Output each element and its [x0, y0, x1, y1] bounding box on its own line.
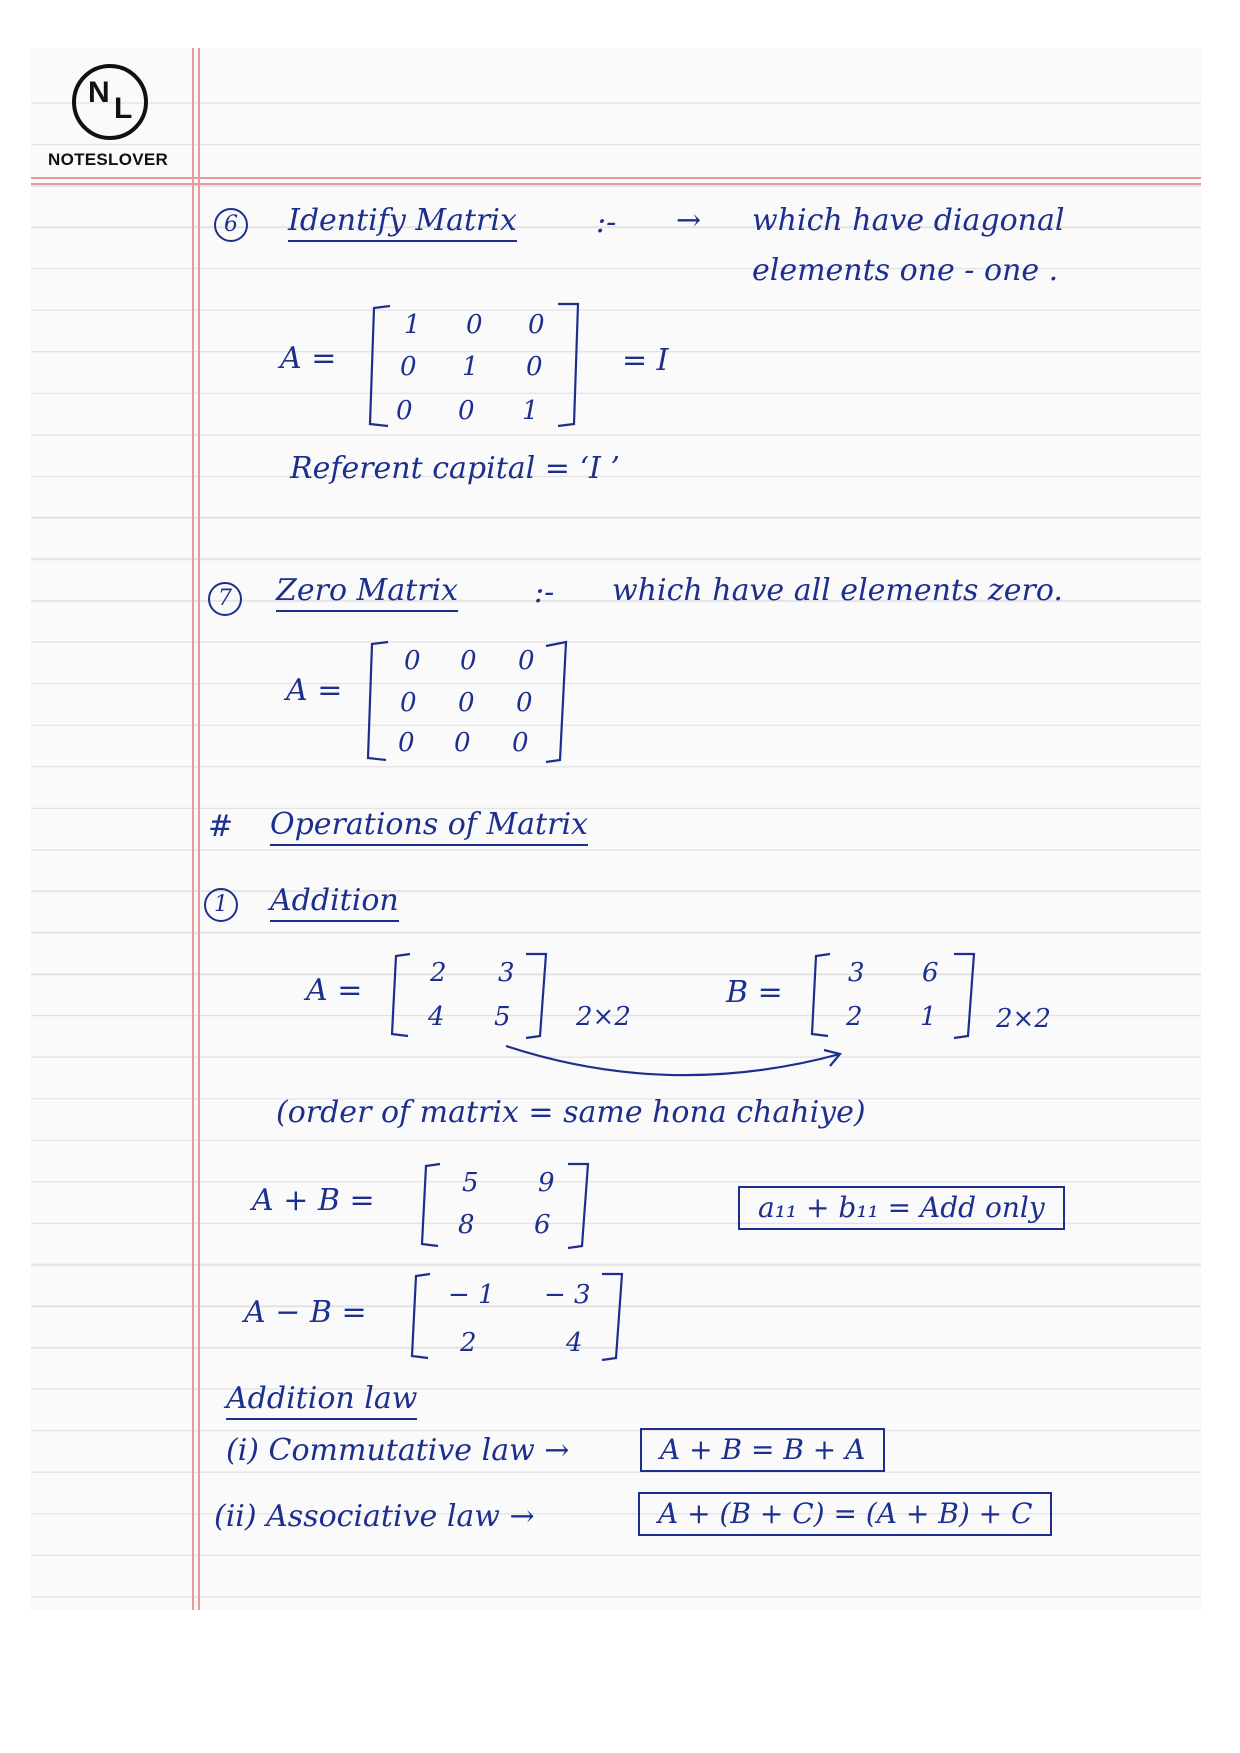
- diff-cell: − 3: [544, 1280, 591, 1310]
- matrix-a-order: 2×2: [576, 1002, 631, 1032]
- identity-cell: 1: [404, 310, 421, 340]
- identity-cell: 0: [458, 396, 475, 426]
- addition-title: Addition: [270, 886, 399, 922]
- section-number-7: 7: [208, 582, 242, 616]
- diff-cell: 4: [566, 1328, 583, 1358]
- identity-note: Referent capital = ‘I ’: [290, 451, 620, 486]
- matrix-b-lhs: B =: [726, 975, 783, 1010]
- sum-cell: 5: [462, 1168, 479, 1198]
- sum-bracket-right: [562, 1160, 594, 1252]
- zero-title: Zero Matrix: [276, 576, 458, 612]
- header-rule-bottom: [31, 183, 1201, 185]
- zero-cell: 0: [512, 728, 529, 758]
- sum-cell: 9: [538, 1168, 555, 1198]
- identity-cell: 0: [528, 310, 545, 340]
- addition-law-title: Addition law: [226, 1384, 417, 1420]
- sum-bracket-left: [418, 1160, 446, 1250]
- margin-rule-right: [198, 48, 200, 1610]
- identity-lhs: A =: [280, 341, 337, 376]
- commutative-formula-box: A + B = B + A: [640, 1428, 885, 1472]
- section-number-6: 6: [214, 208, 248, 242]
- zero-cell: 0: [460, 646, 477, 676]
- identity-cell: 0: [466, 310, 483, 340]
- identity-cell: 0: [396, 396, 413, 426]
- matrix-a-bracket-left: [388, 950, 416, 1040]
- sum-lhs: A + B =: [252, 1183, 375, 1218]
- arrow-icon: →: [676, 203, 702, 238]
- identity-bracket-right: [552, 300, 586, 430]
- zero-cell: 0: [518, 646, 535, 676]
- matrix-b-bracket-left: [808, 950, 836, 1040]
- header-rule-top: [31, 177, 1201, 179]
- order-note: (order of matrix = same hona chahiye): [276, 1095, 866, 1130]
- zero-cell: 0: [400, 688, 417, 718]
- logo-letter-l: L: [114, 92, 133, 125]
- noteslover-logo-icon: [72, 64, 148, 140]
- matrix-a-cell: 3: [498, 958, 515, 988]
- zero-cell: 0: [516, 688, 533, 718]
- matrix-b-bracket-right: [948, 950, 980, 1042]
- identity-bracket-left: [366, 302, 396, 430]
- matrix-b-cell: 2: [846, 1002, 863, 1032]
- identity-cell: 0: [526, 352, 543, 382]
- matrix-b-order: 2×2: [996, 1004, 1051, 1034]
- identity-cell: 1: [522, 396, 539, 426]
- zero-cell: 0: [454, 728, 471, 758]
- diff-bracket-left: [408, 1270, 436, 1362]
- diff-bracket-right: [596, 1270, 628, 1364]
- matrix-a-cell: 5: [494, 1002, 511, 1032]
- matrix-a-bracket-right: [520, 950, 552, 1042]
- matrix-a-lhs: A =: [306, 973, 363, 1008]
- add-only-box: a₁₁ + b₁₁ = Add only: [738, 1186, 1065, 1230]
- sum-cell: 8: [458, 1210, 475, 1240]
- margin-rule-left: [192, 48, 194, 1610]
- zero-cell: 0: [398, 728, 415, 758]
- identity-desc-line1: which have diagonal: [752, 203, 1065, 238]
- zero-cell: 0: [458, 688, 475, 718]
- identity-cell: 1: [462, 352, 479, 382]
- associative-label: (ii) Associative law →: [214, 1499, 535, 1534]
- matrix-b-cell: 3: [848, 958, 865, 988]
- order-compare-arrow-icon: [490, 1040, 860, 1090]
- sum-cell: 6: [534, 1210, 551, 1240]
- zero-bracket-right: [540, 638, 574, 766]
- diff-cell: − 1: [448, 1280, 495, 1310]
- logo-letter-n: N: [88, 76, 110, 109]
- operations-hash: #: [208, 809, 234, 844]
- identity-separator: :-: [596, 205, 617, 240]
- commutative-label: (i) Commutative law →: [226, 1433, 570, 1468]
- diff-lhs: A − B =: [244, 1295, 367, 1330]
- diff-cell: 2: [460, 1328, 477, 1358]
- associative-formula-box: A + (B + C) = (A + B) + C: [638, 1492, 1052, 1536]
- brand-name: NOTESLOVER: [48, 150, 169, 169]
- zero-lhs: A =: [286, 673, 343, 708]
- zero-bracket-left: [364, 638, 394, 764]
- zero-desc: which have all elements zero.: [612, 573, 1063, 608]
- section-number-1: 1: [204, 888, 238, 922]
- matrix-b-cell: 1: [920, 1002, 937, 1032]
- matrix-a-cell: 2: [430, 958, 447, 988]
- matrix-a-cell: 4: [428, 1002, 445, 1032]
- identity-desc-line2: elements one - one .: [752, 253, 1059, 288]
- identity-equals-i: = I: [622, 343, 669, 378]
- zero-separator: :-: [534, 575, 555, 610]
- zero-cell: 0: [404, 646, 421, 676]
- identity-title: Identify Matrix: [288, 206, 517, 242]
- matrix-b-cell: 6: [922, 958, 939, 988]
- operations-title: Operations of Matrix: [270, 810, 588, 846]
- identity-cell: 0: [400, 352, 417, 382]
